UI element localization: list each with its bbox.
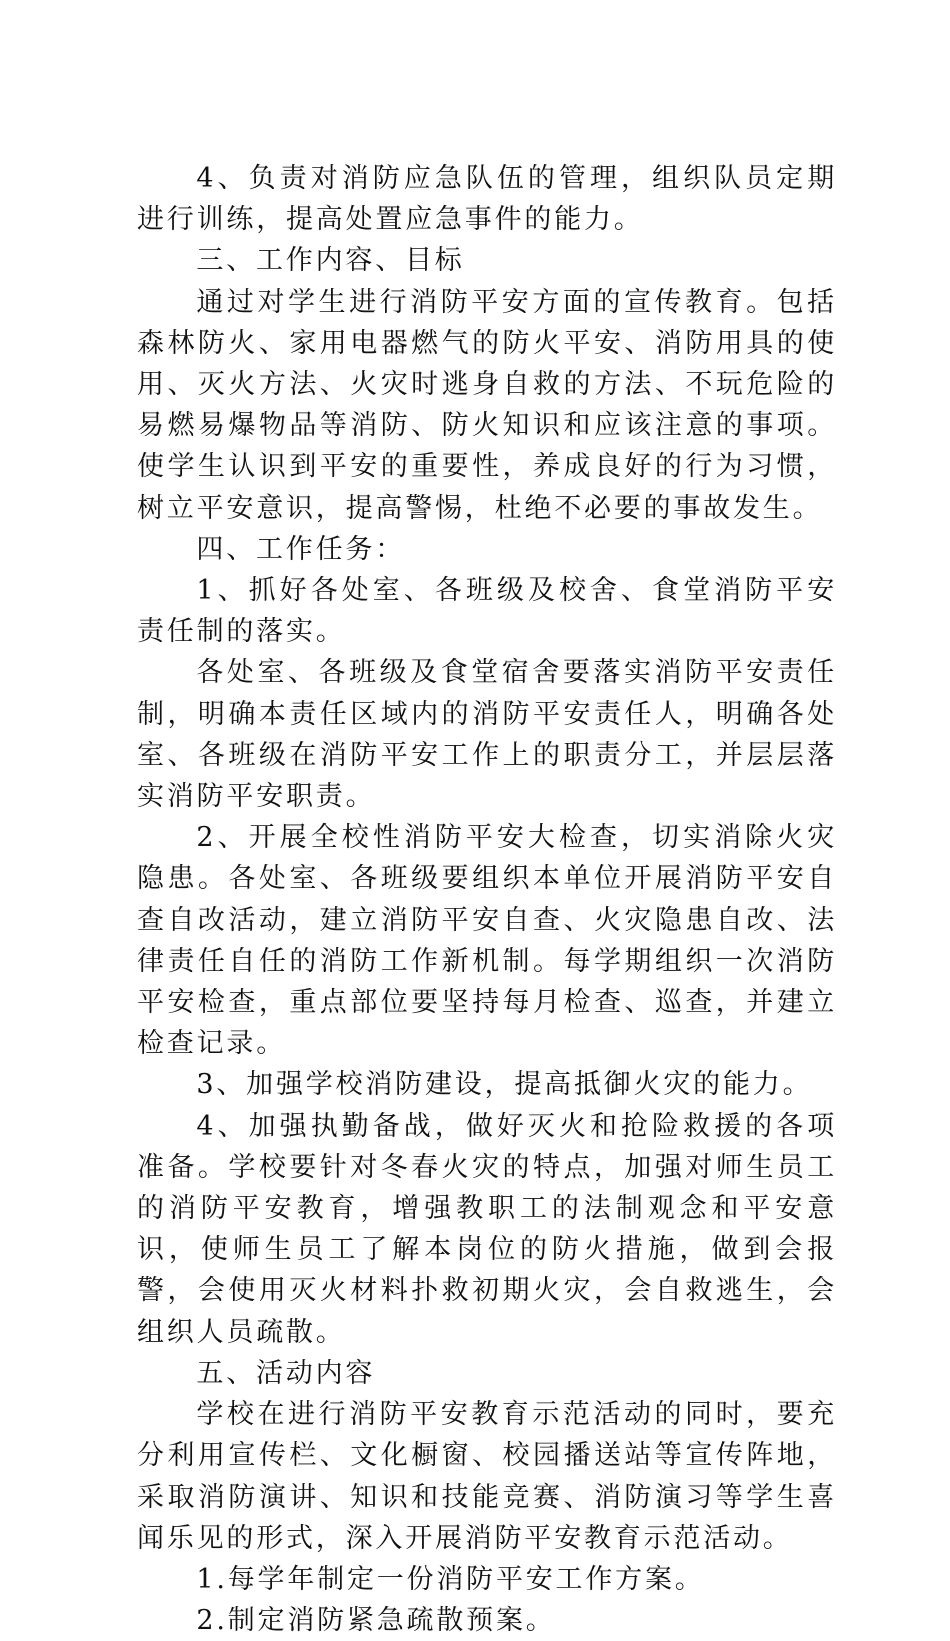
paragraph-task-1: 1、抓好各处室、各班级及校舍、食堂消防平安责任制的落实。 [137,575,837,648]
paragraph-task-3: 3、加强学校消防建设，提高抵御火灾的能力。 [196,1069,813,1101]
list-item-1: 1.每学年制定一份消防平安工作方案。 [196,1563,705,1595]
paragraph-duty-4: 4、负责对消防应急队伍的管理，组织队员定期进行训练，提高处置应急事件的能力。 [137,163,837,236]
paragraph-section-3-body: 通过对学生进行消防平安方面的宣传教育。包括森林防火、家用电器燃气的防火平安、消防用具的使用、灭火方法、火灾时逃身自救的方法、不玩危险的易燃易爆物品等消防、防火知识和应该注意的事项。使学生认识到平安的重要性，养成良好的行为习惯，树立平安意识，提高警惕，杜绝不必要的事故发生。 [137,286,837,524]
list-item-2: 2.制定消防紧急疏散预案。 [196,1605,556,1637]
heading-section-4: 四、工作任务： [196,533,405,565]
heading-section-3: 三、工作内容、目标 [196,245,465,277]
paragraph-task-1-body: 各处室、各班级及食堂宿舍要落实消防平安责任制，明确本责任区域内的消防平安责任人，明确各处室、各班级在消防平安工作上的职责分工，并层层落实消防平安职责。 [137,657,837,813]
heading-section-5: 五、活动内容 [196,1357,376,1389]
paragraph-task-4: 4、加强执勤备战，做好灭火和抢险救援的各项准备。学校要针对冬春火灾的特点，加强对师生员工的消防平安教育，增强教职工的法制观念和平安意识，使师生员工了解本岗位的防火措施，做到会报警，会使用灭火材料扑救初期火灾，会自救逃生，会组织人员疏散。 [137,1110,837,1348]
paragraph-section-5-body: 学校在进行消防平安教育示范活动的同时，要充分利用宣传栏、文化橱窗、校园播送站等宣传阵地，采取消防演讲、知识和技能竞赛、消防演习等学生喜闻乐见的形式，深入开展消防平安教育示范活动。 [137,1399,837,1554]
paragraph-task-2: 2、开展全校性消防平安大检查，切实消除火灾隐患。各处室、各班级要组织本单位开展消防平安自查自改活动，建立消防平安自查、火灾隐患自改、法律责任自任的消防工作新机制。每学期组织一次消防平安检查，重点部位要坚持每月检查、巡查，并建立检查记录。 [137,822,837,1060]
document-body [137,158,837,1641]
